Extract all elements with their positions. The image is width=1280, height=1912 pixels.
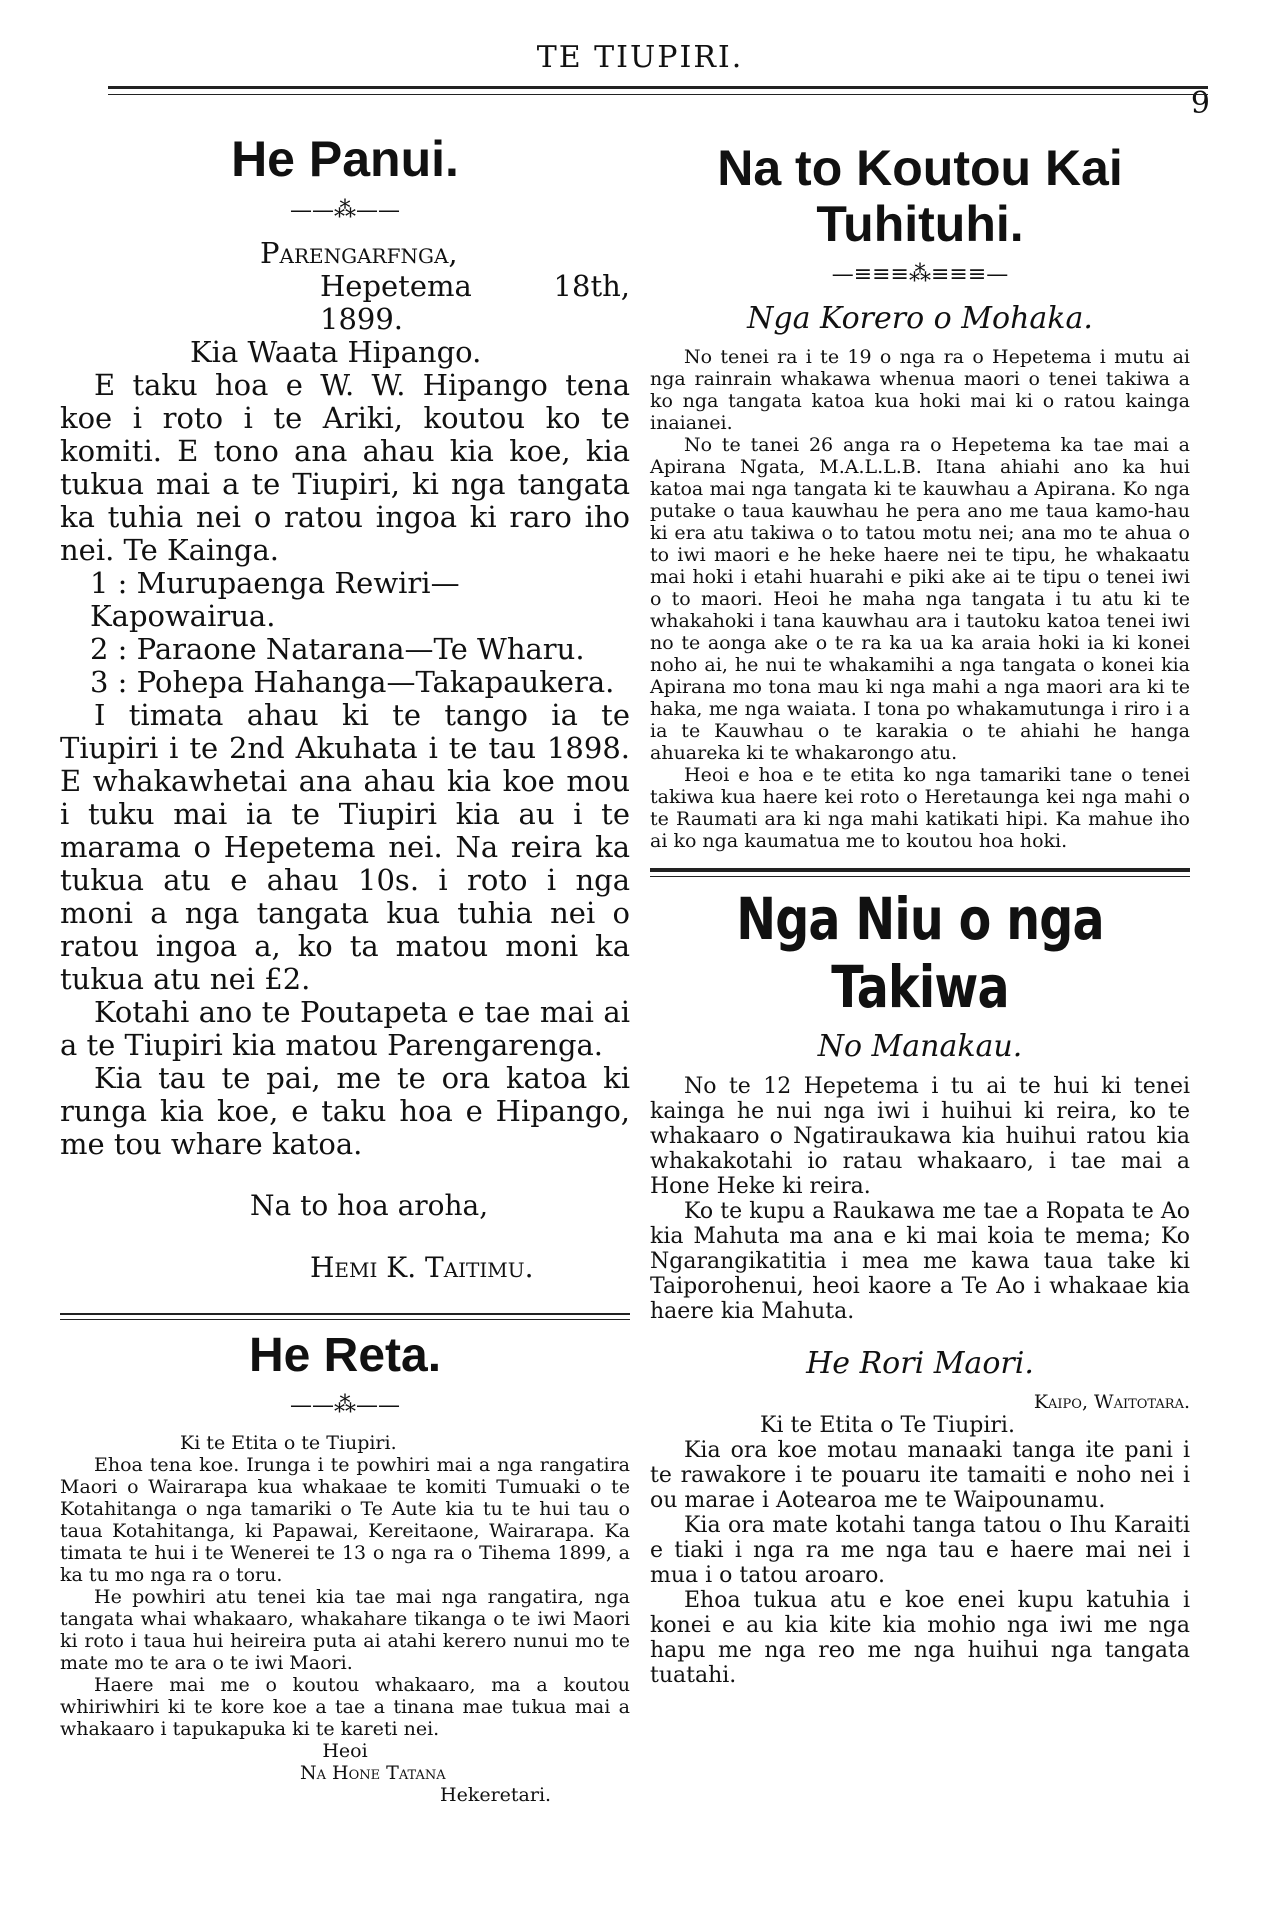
koutou-paragraph: No te tanei 26 anga ra o Hepetema ka tae mai a Apirana Ngata, M.A.L.L.B. Itana ahiahi ano ka hui katoa mai nga tangata ki te kauwhau a Apirana. Ko nga putake o taua kauwhau he pera ano me taua kamo-hau ki era atu takiwa o to tatou motu nei; ana mo te ahua o to iwi maori e he heke haere nei te tipu, he whakaatu mai hoki i etahi huarahi e piki ake ai te tipu o tenei iwi o to maori. Heoi he maha nga tangata i tu atu ki te whakahoki i tana kauwhau ara i tautoku katoa tenei iwi no te aonga ake o te ra ka ua ka araia hoki ia ki konei noho ai, he nui te whakamihi a nga tangata o konei kia Apirana mo tona mau ki nga mahi a nga maori ara ki te haka, me nga waiata. I tona po whakamutunga i riro i a ia te Kauwhau o te karakia o te ahiahi he hanga ahuareka ki te whakarongo atu. — [650, 434, 1190, 764]
reta-role: Hekeretari. — [440, 1784, 552, 1806]
list-item: 3 : Pohepa Hahanga—Takapaukera. — [90, 665, 615, 699]
reta-salutation: Ki te Etita o te Tiupiri. — [180, 1432, 397, 1454]
panui-paragraph: Kotahi ano te Poutapeta e tae mai ai a te Tiupiri kia matou Parengarenga. — [60, 995, 630, 1062]
rori-salutation: Ki te Etita o Te Tiupiri. — [760, 1413, 1015, 1438]
panui-paragraph: Kia tau te pai, me te ora katoa ki runga kia koe, e taku hoa e Hipango, me tou whare katoa. — [60, 1061, 630, 1161]
panui-list — [60, 567, 630, 699]
koutou-title: Na to Koutou Kai Tuhituhi. — [717, 140, 1123, 252]
rori-place: Kaipo, Waitotara. — [1033, 1391, 1190, 1413]
section-divider-thin — [60, 1319, 630, 1320]
panui-closing: Na to hoa aroha, — [250, 1189, 489, 1222]
panui-ornament: ——⁂—— — [290, 198, 400, 223]
list-item: 2 : Paraone Natarana—Te Wharu. — [90, 632, 585, 666]
panui-paragraph: E taku hoa e W. W. Hipango tena koe i roto i te Ariki, koutou ko te komiti. E tono ana ahau kia koe, kia tukua mai a te Tiupiri, ki nga tangata ka tuhia nei o ratou ingoa ki raro iho nei. Te Kainga. — [60, 368, 630, 567]
page-number: 9 — [1190, 86, 1210, 121]
koutou-article — [650, 140, 1190, 852]
koutou-ornament: —≡≡≡⁂≡≡≡— — [831, 262, 1009, 287]
reta-signature: Na Hone Tatana — [300, 1762, 446, 1784]
koutou-paragraph: No tenei ra i te 19 o nga ra o Hepetema i mutu ai nga rainrain whakawa whenua maori o tenei takiwa a ko nga tangata katoa kua hoki mai ki o ratou kainga inaianei. — [650, 346, 1190, 434]
section-divider — [60, 1313, 630, 1315]
reta-closing: Heoi — [322, 1740, 368, 1762]
list-item: 1 : Murupaenga Rewiri—Kapowairua. — [90, 566, 460, 633]
rori-article — [650, 1346, 1190, 1688]
koutou-subtitle: Nga Korero o Mohaka. — [747, 301, 1093, 336]
reta-ornament: ——⁂—— — [290, 1393, 400, 1418]
panui-paragraph: I timata ahau ki te tango ia te Tiupiri i te 2nd Akuhata i te tau 1898. E whakawhetai ana ahau kia koe mou i tuku mai ia te Tiupiri kia au i te marama o Hepetema nei. Na reira ka tukua atu e ahau 10s. i roto i nga moni a nga tangata kua tuhia nei o ratou ingoa a, ko ta matou moni ka tukua atu nei £2. — [60, 698, 630, 996]
panui-title: He Panui. — [231, 131, 459, 187]
reta-title: He Reta. — [248, 1329, 442, 1382]
reta-paragraph: Ehoa tena koe. Irunga i te powhiri mai a nga rangatira Maori o Wairarapa kua whakaae te komiti Tumuaki o te Kotahitanga o nga tamariki o Te Aute kia tu te hui tau o taua Kotahitanga, ki Papawai, Kereitaone, Wairarapa. Ka timata te hui i te Wenerei te 13 o nga ra o Tihema 1899, a ka tu mo nga ra o toru. — [60, 1454, 630, 1586]
rori-paragraph: Kia ora koe motau manaaki tanga ite pani i te rawakore i te pouaru ite tamaiti e noho nei i ou marae i Aotearoa me te Waipounamu. — [650, 1438, 1190, 1513]
top-rule-thin — [108, 94, 1208, 95]
niu-paragraph: No te 12 Hepetema i tu ai te hui ki tenei kainga he nui nga iwi i huihui ki reira, ko te whakaaro o Ngatiraukawa kia huihui ratou kia whakakotahi io ratau whakaaro, i tae mai a Hone Heke ki reira. — [650, 1074, 1190, 1199]
panui-date: Hepetema 18th, 1899. — [320, 269, 630, 336]
right-column — [650, 140, 1190, 1688]
niu-title: Nga Niu o nga Takiwa — [736, 885, 1104, 1021]
reta-article — [60, 1328, 630, 1806]
panui-signature: Hemi K. Taitimu. — [310, 1251, 534, 1284]
niu-subtitle: No Manakau. — [817, 1029, 1023, 1064]
koutou-paragraph: Heoi e hoa e te etita ko nga tamariki tane o tenei takiwa kua haere kei roto o Heretaunga kei nga mahi o te Raumati ara ki nga mahi katikati hipi. Ka mahue iho ai ko nga kaumatua me to koutou hoa hoki. — [650, 764, 1190, 852]
rori-paragraph: Kia ora mate kotahi tanga tatou o Ihu Karaiti e tiaki i nga ra me nga tau e haere mai nei i mua i o tatou aroaro. — [650, 1513, 1190, 1588]
section-divider — [650, 868, 1190, 872]
left-column — [60, 120, 630, 1806]
panui-place: Parengarfnga, — [260, 236, 458, 270]
reta-paragraph: He powhiri atu tenei kia tae mai nga rangatira, nga tangata whai whakaaro, whakahare tikanga o te iwi Maori ki roto i taua hui heireira puta ai atahi kerero nunui mo te mate mo te ara o te iwi Maori. — [60, 1586, 630, 1674]
reta-paragraph: Haere mai me o koutou whakaaro, ma a koutou whiriwhiri ki te kore koe a tae a tinana mae tukua mai a whakaaro i tapukapuka ki te kareti nei. — [60, 1674, 630, 1740]
rori-paragraph: Ehoa tukua atu e koe enei kupu katuhia i konei e au kia kite kia mohio nga iwi me nga hapu me nga reo me nga huihui nga tangata tuatahi. — [650, 1588, 1190, 1688]
top-rule — [108, 86, 1208, 89]
panui-salutation: Kia Waata Hipango. — [190, 335, 482, 369]
rori-title: He Rori Maori. — [806, 1346, 1034, 1381]
running-title: TE TIUPIRI. — [536, 40, 744, 75]
niu-article — [650, 885, 1190, 1324]
panui-article — [60, 130, 630, 1285]
section-divider-thin — [650, 876, 1190, 877]
niu-paragraph: Ko te kupu a Raukawa me tae a Ropata te Ao kia Mahuta ma ana e ki mai koia te mema; Ko Ngarangikatitia i mea me kawa taua take ki Taiporohenui, heoi kaore a Te Ao i whakaae kia haere kia Mahuta. — [650, 1199, 1190, 1324]
